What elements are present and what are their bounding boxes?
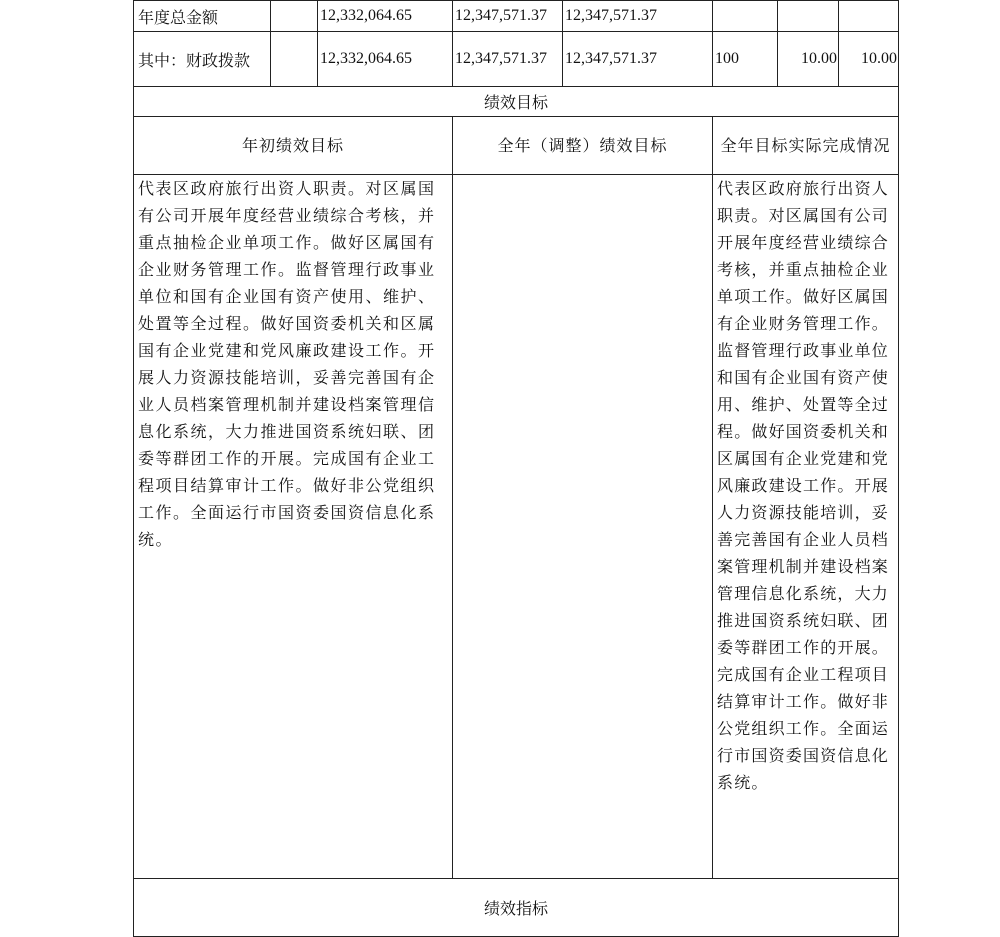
row-label: 其中：财政拨款 xyxy=(134,32,271,87)
goals-title-row xyxy=(134,87,899,117)
budget-cell xyxy=(778,1,839,32)
goals-section-title: 绩效目标 xyxy=(134,87,899,117)
budget-cell: 10.00 xyxy=(839,32,899,87)
performance-table xyxy=(133,0,899,937)
initial-goals-text: 代表区政府旅行出资人职责。对区属国有公司开展年度经营业绩综合考核，并重点抽检企业单项工作。做好区属国有企业财务管理工作。监督管理行政事业单位和国有企业国有资产使用、维护、处置等全过程。做好国资委机关和区属国有企业党建和党风廉政建设工作。开展人力资源技能培训，妥善完善国有企业人员档案管理机制并建设档案管理信息化系统，大力推进国资系统妇联、团委等群团工作的开展。完成国有企业工程项目结算审计工作。做好非公党组织工作。全面运行市国资委国资信息化系统。 xyxy=(134,175,453,879)
actual-completion-header: 全年目标实际完成情况 xyxy=(713,117,899,175)
budget-cell xyxy=(839,1,899,32)
budget-cell xyxy=(713,1,778,32)
budget-cell: 12,347,571.37 xyxy=(453,1,563,32)
budget-cell: 12,332,064.65 xyxy=(318,1,453,32)
indicators-title-row xyxy=(134,879,899,937)
goals-header-row xyxy=(134,117,899,175)
goals-content-row xyxy=(134,175,899,879)
budget-cell xyxy=(271,1,318,32)
initial-goals-header: 年初绩效目标 xyxy=(134,117,453,175)
budget-row-fiscal xyxy=(134,32,899,87)
budget-cell: 12,332,064.65 xyxy=(318,32,453,87)
budget-cell: 10.00 xyxy=(778,32,839,87)
adjusted-goals-header: 全年（调整）绩效目标 xyxy=(453,117,713,175)
budget-cell: 100 xyxy=(713,32,778,87)
indicators-section-title: 绩效指标 xyxy=(134,879,899,937)
budget-cell xyxy=(271,32,318,87)
budget-row-total xyxy=(134,1,899,32)
actual-completion-text: 代表区政府旅行出资人职责。对区属国有公司开展年度经营业绩综合考核，并重点抽检企业单项工作。做好区属国有企业财务管理工作。监督管理行政事业单位和国有企业国有资产使用、维护、处置等全过程。做好国资委机关和区属国有企业党建和党风廉政建设工作。开展人力资源技能培训，妥善完善国有企业人员档案管理机制并建设档案管理信息化系统，大力推进国资系统妇联、团委等群团工作的开展。完成国有企业工程项目结算审计工作。做好非公党组织工作。全面运行市国资委国资信息化系统。 xyxy=(713,175,899,879)
budget-cell: 12,347,571.37 xyxy=(453,32,563,87)
adjusted-goals-text xyxy=(453,175,713,879)
budget-cell: 12,347,571.37 xyxy=(563,32,713,87)
budget-cell: 12,347,571.37 xyxy=(563,1,713,32)
row-label: 年度总金额 xyxy=(134,1,271,32)
